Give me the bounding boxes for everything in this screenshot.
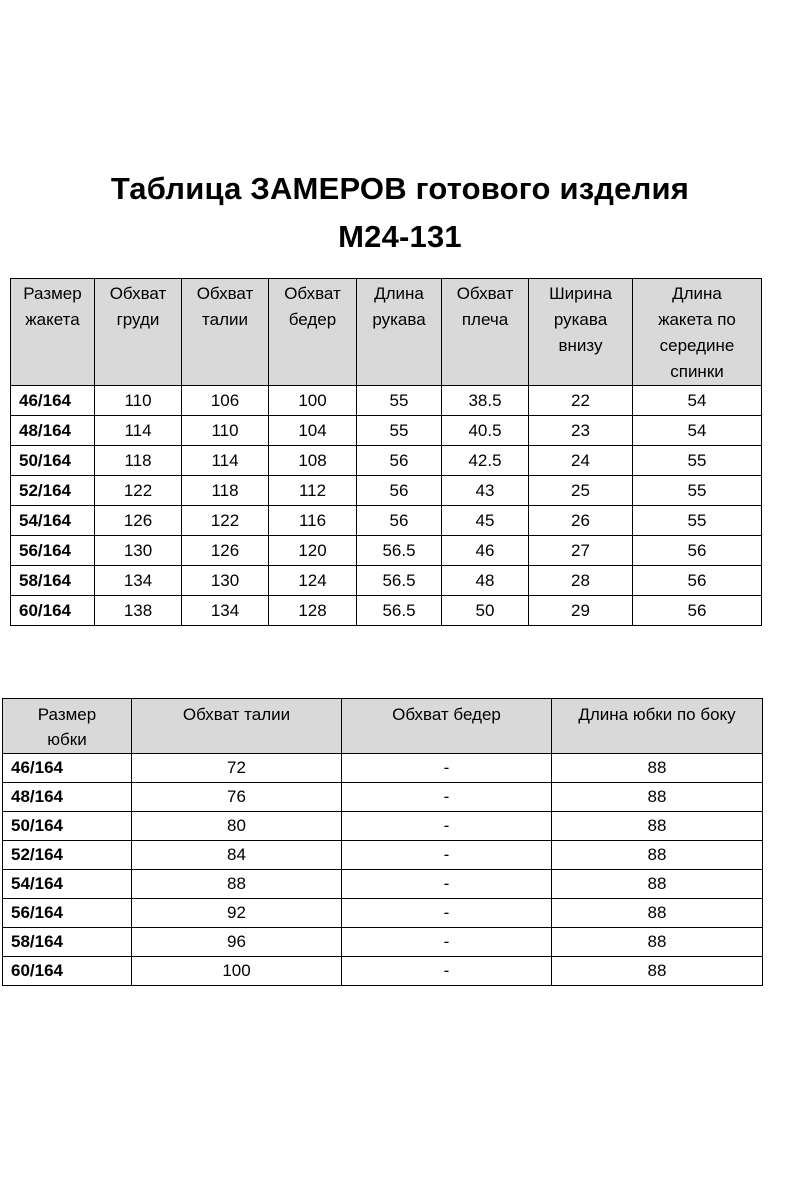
skirt-size-cell: 58/164: [3, 928, 132, 957]
jacket-header-text: Длина: [672, 284, 722, 303]
skirt-value-cell: 88: [552, 841, 763, 870]
jacket-header-text: груди: [116, 310, 160, 329]
jacket-header-cell: [529, 279, 633, 386]
jacket-value-cell: 56: [357, 446, 442, 476]
jacket-value-cell: 55: [633, 476, 762, 506]
skirt-header-text: Обхват бедер: [392, 705, 501, 724]
jacket-value-cell: 55: [357, 416, 442, 446]
jacket-value-cell: 104: [269, 416, 357, 446]
jacket-header-text: Длина: [374, 284, 424, 303]
jacket-value-cell: 25: [529, 476, 633, 506]
jacket-value-cell: 22: [529, 386, 633, 416]
jacket-value-cell: 114: [182, 446, 269, 476]
jacket-measurements-table: [10, 278, 762, 626]
jacket-table-row: [11, 506, 762, 536]
jacket-value-cell: 56.5: [357, 536, 442, 566]
jacket-value-cell: 130: [95, 536, 182, 566]
jacket-table-row: [11, 416, 762, 446]
jacket-size-cell: 54/164: [11, 506, 95, 536]
jacket-header-text: Обхват: [456, 284, 514, 303]
jacket-value-cell: 112: [269, 476, 357, 506]
skirt-value-cell: 88: [552, 870, 763, 899]
jacket-value-cell: 28: [529, 566, 633, 596]
jacket-value-cell: 26: [529, 506, 633, 536]
jacket-value-cell: 118: [182, 476, 269, 506]
skirt-value-cell: 88: [552, 754, 763, 783]
skirt-value-cell: 76: [132, 783, 342, 812]
jacket-size-cell: 52/164: [11, 476, 95, 506]
jacket-header-text: внизу: [558, 336, 603, 355]
jacket-value-cell: 110: [95, 386, 182, 416]
jacket-header-text: Ширина: [549, 284, 612, 303]
skirt-size-cell: 46/164: [3, 754, 132, 783]
jacket-table-header-row: [11, 279, 762, 386]
jacket-value-cell: 106: [182, 386, 269, 416]
jacket-value-cell: 56: [357, 506, 442, 536]
jacket-value-cell: 118: [95, 446, 182, 476]
skirt-value-cell: -: [342, 928, 552, 957]
skirt-header-text: Обхват талии: [182, 705, 291, 724]
jacket-header-text: Обхват: [109, 284, 167, 303]
jacket-value-cell: 56.5: [357, 596, 442, 626]
title-line-1: Таблица ЗАМЕРОВ готового изделия: [110, 171, 690, 206]
skirt-value-cell: 88: [552, 928, 763, 957]
jacket-size-cell: 46/164: [11, 386, 95, 416]
skirt-value-cell: 100: [132, 957, 342, 986]
skirt-value-cell: 96: [132, 928, 342, 957]
jacket-value-cell: 108: [269, 446, 357, 476]
jacket-header-text: бедер: [288, 310, 337, 329]
jacket-value-cell: 46: [442, 536, 529, 566]
jacket-table-row: [11, 596, 762, 626]
skirt-value-cell: 88: [552, 957, 763, 986]
skirt-table-row: [3, 754, 763, 783]
jacket-table-row: [11, 386, 762, 416]
jacket-value-cell: 126: [95, 506, 182, 536]
jacket-value-cell: 38.5: [442, 386, 529, 416]
jacket-header-text: плеча: [461, 310, 509, 329]
skirt-value-cell: 92: [132, 899, 342, 928]
jacket-value-cell: 24: [529, 446, 633, 476]
skirt-value-cell: -: [342, 812, 552, 841]
jacket-header-text: Размер: [23, 284, 82, 303]
skirt-header-text: юбки: [47, 730, 87, 749]
jacket-value-cell: 122: [95, 476, 182, 506]
skirt-value-cell: 88: [132, 870, 342, 899]
skirt-table-row: [3, 841, 763, 870]
jacket-value-cell: 130: [182, 566, 269, 596]
jacket-value-cell: 126: [182, 536, 269, 566]
jacket-size-cell: 50/164: [11, 446, 95, 476]
skirt-table-row: [3, 812, 763, 841]
jacket-value-cell: 56: [633, 566, 762, 596]
jacket-header-cell: [269, 279, 357, 386]
jacket-table-row: [11, 536, 762, 566]
jacket-table-row: [11, 446, 762, 476]
jacket-value-cell: 134: [95, 566, 182, 596]
skirt-table-header-row: [3, 699, 763, 754]
jacket-value-cell: 55: [633, 446, 762, 476]
skirt-size-cell: 52/164: [3, 841, 132, 870]
jacket-value-cell: 56.5: [357, 566, 442, 596]
skirt-table-row: [3, 928, 763, 957]
jacket-value-cell: 55: [633, 506, 762, 536]
jacket-value-cell: 56: [357, 476, 442, 506]
skirt-value-cell: -: [342, 754, 552, 783]
skirt-value-cell: 88: [552, 812, 763, 841]
jacket-value-cell: 55: [357, 386, 442, 416]
jacket-value-cell: 29: [529, 596, 633, 626]
jacket-header-cell: [11, 279, 95, 386]
jacket-header-cell: [182, 279, 269, 386]
jacket-size-cell: 48/164: [11, 416, 95, 446]
jacket-value-cell: 43: [442, 476, 529, 506]
skirt-value-cell: 88: [552, 783, 763, 812]
skirt-value-cell: -: [342, 841, 552, 870]
jacket-header-text: Обхват: [284, 284, 341, 303]
skirt-value-cell: -: [342, 899, 552, 928]
skirt-header-cell: [342, 699, 552, 754]
jacket-value-cell: 50: [442, 596, 529, 626]
jacket-size-cell: 60/164: [11, 596, 95, 626]
skirt-header-text: Длина юбки по боку: [578, 705, 736, 724]
jacket-table-row: [11, 476, 762, 506]
jacket-header-cell: [633, 279, 762, 386]
skirt-table-row: [3, 870, 763, 899]
jacket-value-cell: 116: [269, 506, 357, 536]
jacket-header-text: жакета по: [658, 310, 736, 329]
jacket-value-cell: 124: [269, 566, 357, 596]
skirt-table-row: [3, 899, 763, 928]
jacket-header-text: рукава: [553, 310, 608, 329]
skirt-header-text: Размер: [37, 705, 97, 724]
jacket-value-cell: 138: [95, 596, 182, 626]
title-line-2: М24-131: [338, 219, 462, 254]
jacket-size-cell: 58/164: [11, 566, 95, 596]
jacket-table-row: [11, 566, 762, 596]
skirt-value-cell: 84: [132, 841, 342, 870]
jacket-value-cell: 114: [95, 416, 182, 446]
jacket-value-cell: 110: [182, 416, 269, 446]
skirt-header-cell: [132, 699, 342, 754]
skirt-header-cell: [552, 699, 763, 754]
jacket-header-text: талии: [202, 310, 248, 329]
skirt-value-cell: 80: [132, 812, 342, 841]
jacket-value-cell: 128: [269, 596, 357, 626]
jacket-value-cell: 48: [442, 566, 529, 596]
jacket-value-cell: 42.5: [442, 446, 529, 476]
jacket-value-cell: 134: [182, 596, 269, 626]
jacket-header-cell: [357, 279, 442, 386]
skirt-measurements-table: [2, 698, 763, 986]
skirt-value-cell: -: [342, 870, 552, 899]
jacket-header-text: спинки: [670, 362, 724, 381]
skirt-size-cell: 56/164: [3, 899, 132, 928]
jacket-header-cell: [442, 279, 529, 386]
jacket-value-cell: 45: [442, 506, 529, 536]
skirt-value-cell: -: [342, 783, 552, 812]
skirt-value-cell: 88: [552, 899, 763, 928]
jacket-header-text: середине: [659, 336, 735, 355]
skirt-value-cell: -: [342, 957, 552, 986]
skirt-size-cell: 54/164: [3, 870, 132, 899]
jacket-value-cell: 120: [269, 536, 357, 566]
jacket-value-cell: 100: [269, 386, 357, 416]
skirt-table-row: [3, 957, 763, 986]
jacket-value-cell: 40.5: [442, 416, 529, 446]
jacket-value-cell: 54: [633, 416, 762, 446]
jacket-size-cell: 56/164: [11, 536, 95, 566]
document-title: [0, 165, 800, 261]
skirt-header-cell: [3, 699, 132, 754]
jacket-value-cell: 56: [633, 536, 762, 566]
skirt-size-cell: 48/164: [3, 783, 132, 812]
jacket-header-text: Обхват: [196, 284, 254, 303]
jacket-value-cell: 23: [529, 416, 633, 446]
jacket-header-text: рукава: [372, 310, 426, 329]
jacket-value-cell: 27: [529, 536, 633, 566]
skirt-table-row: [3, 783, 763, 812]
jacket-value-cell: 56: [633, 596, 762, 626]
jacket-value-cell: 122: [182, 506, 269, 536]
jacket-value-cell: 54: [633, 386, 762, 416]
jacket-header-cell: [95, 279, 182, 386]
skirt-size-cell: 50/164: [3, 812, 132, 841]
skirt-size-cell: 60/164: [3, 957, 132, 986]
skirt-value-cell: 72: [132, 754, 342, 783]
jacket-header-text: жакета: [25, 310, 80, 329]
